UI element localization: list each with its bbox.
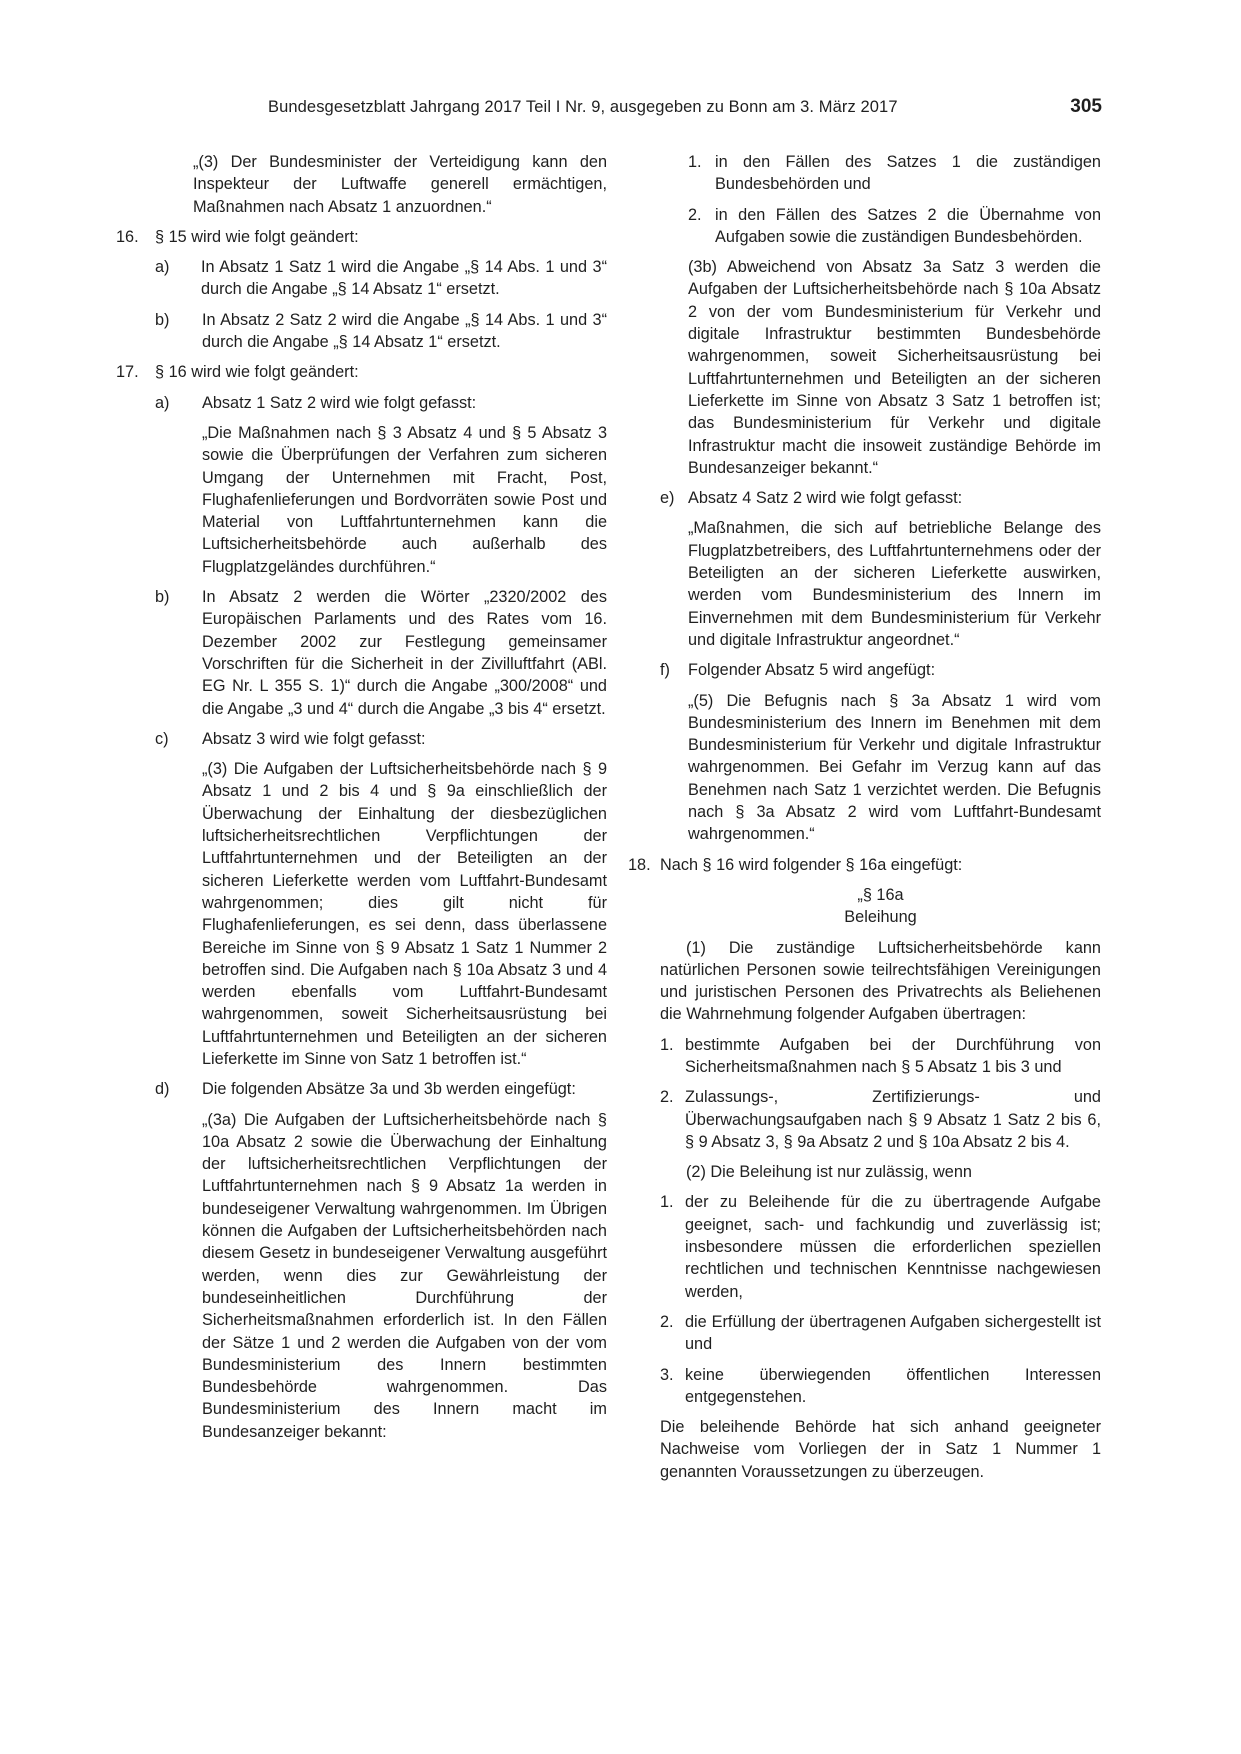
paragraph-2-item-1-number: 1. [660,1193,674,1212]
item-17f-quote: „(5) Die Befugnis nach § 3a Absatz 1 wird vom Bundesministerium des Innern im Benehmen mit dem Bundesministerium für Verkehr und digitale Infrastruktur wahrgenommen. Bei Gefahr im Verzug kann auf das Benehmen nach Satz 1 verzichtet werden. Die Befugnis nach § 3a Absatz 2 wird vom Luftfahrt-Bundesamt wahrgenommen.“ [688,691,1101,844]
item-16b-letter: b) [155,310,170,329]
closing-sentence: Die beleihende Behörde hat sich anhand geeigneter Nachweise vom Vorliegen der in Satz 1 Nummer 1 genannten Voraussetzungen zu überzeugen. [660,1418,1101,1481]
item-18-text: Nach § 16 wird folgender § 16a eingefügt: [660,855,963,874]
item-17a-text: Absatz 1 Satz 2 wird wie folgt gefasst: [202,393,477,412]
paragraph-2: (2) Die Beleihung ist nur zulässig, wenn [686,1163,972,1182]
item-17d-quote: „(3a) Die Aufgaben der Luftsicherheitsbehörde nach § 10a Absatz 2 sowie die Überwachung der Einhaltung der luftsicherheitsrechtlichen Verpflichtungen der Luftfahrtunternehmen nach § 9 Absatz 1a werden in bundeseigener Verwaltung wahrgenommen. Im Übrigen können die Aufgaben der Luftsicherheitsbehörden nach diesem Gesetz in bundeseigener Verwaltung ausgeführt werden, wenn dies zur Gewährleistung der bundeseinheitlichen Durchführung der Sicherheitsmaßnahmen erforderlich ist. In den Fällen der Sätze 1 und 2 werden die Aufgaben von der vom Bundesministerium des Innern bestimmten Bundesbehörde wahrgenommen. Das Bundesministerium des Innern macht im Bundesanzeiger bekannt: [202,1110,607,1441]
paragraph-2-item-2-text: die Erfüllung der übertragenen Aufgaben sichergestellt ist und [685,1312,1101,1354]
item-17-number: 17. [116,363,139,382]
item-17d [155,1078,607,1443]
paragraph-1-item-2-text: Zulassungs-, Zertifizierungs- und Überwachungsaufgaben nach § 9 Absatz 1 Satz 2 bis 6, § 9 Absatz 3, § 9a Absatz 2 und § 10a Absatz 2 bis 4. [685,1088,1101,1151]
item-16-text: § 15 wird wie folgt geändert: [155,227,359,246]
page-number: 305 [1070,96,1102,117]
item-17f-text: Folgender Absatz 5 wird angefügt: [688,661,936,680]
quote-3b: (3b) Abweichend von Absatz 3a Satz 3 werden die Aufgaben der Luftsicherheitsbehörde nach § 10a Absatz 2 von der vom Bundesministerium für Verkehr und digitale Infrastruktur bestimmten Bundesbehörde wahrgenommen, soweit Sicherheitsausrüstung bei Luftfahrtunternehmen und Beteiligten an der sicheren Lieferkette im Sinne von Absatz 3 Satz 1 betroffen ist; das Bundesministerium für Verkehr und digitale Infrastruktur macht die insoweit zuständige Behörde im Bundesanzeiger bekannt.“ [688,258,1101,477]
item-17 [116,361,607,383]
item-17-text: § 16 wird wie folgt geändert: [155,363,359,382]
paragraph-2-item-3 [660,1364,1101,1409]
item-17c-letter: c) [155,729,169,748]
running-title: Bundesgesetzblatt Jahrgang 2017 Teil I Nr. 9, ausgegeben zu Bonn am 3. März 2017 [268,98,898,116]
section-number: „§ 16a [857,885,904,904]
item-3a-1-text: in den Fällen des Satzes 1 die zuständigen Bundesbehörden und [715,153,1101,194]
item-16-number: 16. [116,227,139,246]
item-16b [155,309,607,354]
left-column [116,151,607,1451]
paragraph-2-item-2 [660,1311,1101,1356]
section-title: Beleihung [844,908,917,927]
paragraph-1-item-1-number: 1. [660,1035,674,1054]
page-header [128,98,1112,124]
item-17a [155,392,607,578]
item-17e-text: Absatz 4 Satz 2 wird wie folgt gefasst: [688,489,963,508]
item-18-number: 18. [628,855,651,874]
item-17b-text: In Absatz 2 werden die Wörter „2320/2002 des Europäischen Parlaments und des Rates vom 16. Dezember 2002 zur Festlegung gemeinsamer Vorschriften für die Sicherheit in der Zivilluftfahrt (ABl. EG Nr. L 355 S. 1)“ durch die Angabe „300/2008“ und die Angabe „3 und 4“ durch die Angabe „3 bis 4“ ersetzt. [202,588,607,718]
paragraph-1: (1) Die zuständige Luftsicherheitsbehörde kann natürlichen Personen sowie teilrechtsfähigen Vereinigungen und juristischen Personen des Privatrechts als Beliehenen die Wahrnehmung folgender Aufgaben übertragen: [660,938,1101,1024]
item-17e-quote: „Maßnahmen, die sich auf betriebliche Belange des Flugplatzbetreibers, des Luftfahrtunternehmens oder der Beteiligten an der sicheren Lieferkette auswirken, werden vom Bundesministerium des Innern im Einvernehmen mit dem Bundesministerium für Verkehr und digitale Infrastruktur angeordnet.“ [688,519,1101,649]
item-17e [660,487,1101,651]
item-3a-2 [688,204,1101,249]
item-3a-1-number: 1. [688,153,702,171]
paragraph-2-item-1 [660,1191,1101,1302]
item-17d-letter: d) [155,1080,170,1099]
paragraph-1-item-2-number: 2. [660,1088,674,1107]
item-3a-2-number: 2. [688,205,702,224]
paragraph-2-item-3-text: keine überwiegenden öffentlichen Interessen entgegenstehen. [685,1365,1101,1406]
right-column [628,151,1101,1483]
paragraph-1-item-1 [660,1034,1101,1079]
paragraph-2-item-3-number: 3. [660,1365,674,1384]
item-17d-text: Die folgenden Absätze 3a und 3b werden eingefügt: [202,1080,576,1099]
item-3a-1 [688,151,1101,196]
paragraph-2-item-1-text: der zu Beleihende für die zu übertragende Aufgabe geeignet, sach- und fachkundig und zuverlässig ist; insbesondere müssen die erforderlichen speziellen rechtlichen und technischen Kenntnisse nachgewiesen werden, [685,1193,1101,1301]
item-16a-letter: a) [155,258,170,277]
item-17f [660,659,1101,845]
item-17c [155,728,607,1070]
item-17a-letter: a) [155,393,170,412]
item-17b-letter: b) [155,588,170,607]
paragraph-1-item-1-text: bestimmte Aufgaben bei der Durchführung von Sicherheitsmaßnahmen nach § 5 Absatz 1 bis 3 und [685,1035,1101,1076]
item-16a-text: In Absatz 1 Satz 1 wird die Angabe „§ 14 Abs. 1 und 3“ durch die Angabe „§ 14 Absatz 1“ ersetzt. [201,258,607,299]
item-16a [155,256,607,301]
item-17c-text: Absatz 3 wird wie folgt gefasst: [202,729,426,748]
item-18 [628,854,1101,876]
item-17f-letter: f) [660,661,670,680]
item-17a-quote: „Die Maßnahmen nach § 3 Absatz 4 und § 5 Absatz 3 sowie die Überprüfungen der Verfahren zum sicheren Umgang der Unternehmen mit Fracht, Post, Flughafenlieferungen und Bordvorräten sowie Post und Material von Luftfahrtunternehmen kann die Luftsicherheitsbehörde auch außerhalb des Flugplatzgeländes durchführen.“ [202,423,607,576]
paragraph-1-item-2 [660,1086,1101,1153]
item-17c-quote: „(3) Die Aufgaben der Luftsicherheitsbehörde nach § 9 Absatz 1 und 2 bis 4 und § 9a einschließlich der Überwachung der Einhaltung der diesbezüglichen luftsicherheitsrechtlichen Verpflichtungen der Luftfahrtunternehmen und der Beteiligten an der sicheren Lieferkette werden vom Luftfahrt-Bundesamt wahrgenommen; dies gilt nicht für Flughafenlieferungen, es sei denn, dass überlassene Bereiche im Sinne von § 9 Absatz 1 Satz 1 Nummer 2 betroffen sind. Die Aufgaben nach § 10a Absatz 3 und 4 werden ebenfalls vom Luftfahrt-Bundesamt wahrgenommen, soweit Sicherheitsausrüstung bei Luftfahrtunternehmen und Beteiligten an der sicheren Lieferkette im Sinne von Satz 1 betroffen ist.“ [202,760,607,1068]
item-17b [155,586,607,720]
quote-15-3: „(3) Der Bundesminister der Verteidigung kann den Inspekteur der Luftwaffe generell ermächtigen, Maßnahmen nach Absatz 1 anzuordnen.“ [193,153,607,216]
paragraph-2-item-2-number: 2. [660,1312,674,1331]
item-16 [116,226,607,248]
item-3a-2-text: in den Fällen des Satzes 2 die Übernahme von Aufgaben sowie die zuständigen Bundesbehörden. [715,205,1101,246]
item-17e-letter: e) [660,489,675,508]
item-16b-text: In Absatz 2 Satz 2 wird die Angabe „§ 14 Abs. 1 und 3“ durch die Angabe „§ 14 Absatz 1“ ersetzt. [202,310,607,352]
